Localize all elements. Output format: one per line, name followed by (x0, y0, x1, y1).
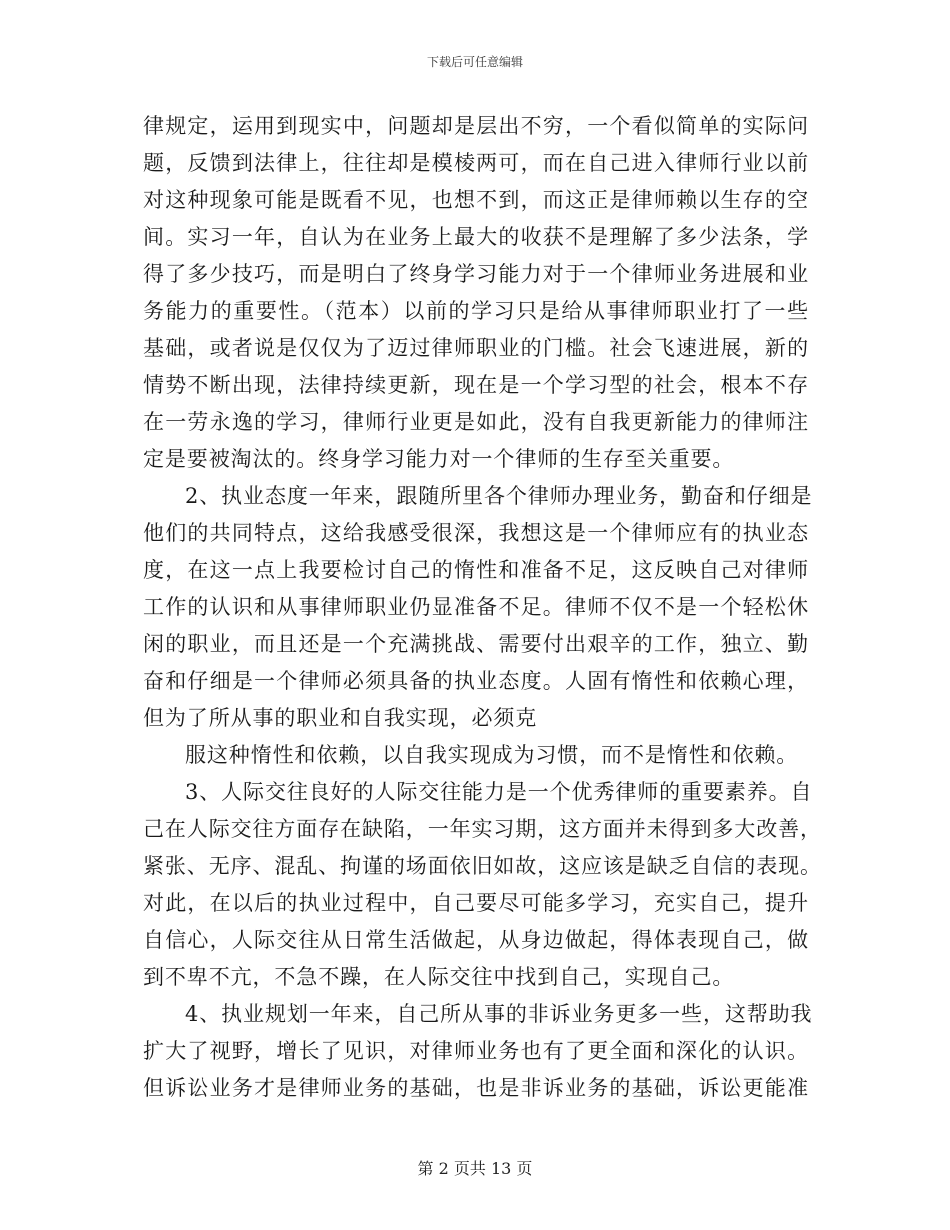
text-line: 务能力的重要性。（范本）以前的学习只是给从事律师职业打了一些 (143, 299, 809, 323)
paragraph-start-line: 服这种惰性和依赖，以自我实现成为习惯，而不是惰性和依赖。 (185, 743, 799, 767)
text-line: 闲的职业，而且还是一个充满挑战、需要付出艰辛的工作，独立、勤 (143, 632, 809, 656)
paragraph-start-line: 3、人际交往良好的人际交往能力是一个优秀律师的重要素养。自 (185, 780, 813, 804)
paragraph-start-line: 2、执业态度一年来，跟随所里各个律师办理业务，勤奋和仔细是 (185, 484, 813, 508)
text-line: 对此，在以后的执业过程中，自己要尽可能多学习，充实自己，提升 (143, 891, 809, 915)
page-header: 下载后可任意编辑 (426, 55, 523, 69)
text-line: 间。实习一年，自认为在业务上最大的收获不是理解了多少法条，学 (143, 225, 809, 249)
text-line: 奋和仔细是一个律师必须具备的执业态度。人固有惰性和依赖心理， (143, 669, 809, 693)
text-line: 扩大了视野，增长了见识，对律师业务也有了更全面和深化的认识。 (143, 1039, 809, 1063)
text-line: 但为了所从事的职业和自我实现，必须克 (143, 706, 538, 730)
text-line: 己在人际交往方面存在缺陷，一年实习期，这方面并未得到多大改善， (143, 817, 822, 841)
text-line: 基础，或者说是仅仅为了迈过律师职业的门槛。社会飞速进展，新的 (143, 336, 809, 360)
text-line: 紧张、无序、混乱、拘谨的场面依旧如故，这应该是缺乏自信的表现。 (143, 854, 822, 878)
text-line: 得了多少技巧，而是明白了终身学习能力对于一个律师业务进展和业 (143, 262, 809, 286)
text-line: 他们的共同特点，这给我感受很深，我想这是一个律师应有的执业态 (143, 521, 809, 545)
text-line: 题，反馈到法律上，往往却是模棱两可，而在自己进入律师行业以前 (143, 151, 809, 175)
text-line: 但诉讼业务才是律师业务的基础，也是非诉业务的基础，诉讼更能准 (143, 1076, 809, 1100)
paragraph-start-line: 4、执业规划一年来，自己所从事的非诉业务更多一些，这帮助我 (185, 1002, 813, 1026)
text-line: 情势不断出现，法律持续更新，现在是一个学习型的社会，根本不存 (143, 373, 809, 397)
text-line: 定是要被淘汰的。终身学习能力对一个律师的生存至关重要。 (143, 447, 735, 471)
text-line: 度，在这一点上我要检讨自己的惰性和准备不足，这反映自己对律师 (143, 558, 809, 582)
page-footer: 第 2 页共 13 页 (417, 1159, 533, 1178)
text-line: 对这种现象可能是既看不见，也想不到，而这正是律师赖以生存的空 (143, 188, 809, 212)
document-body (143, 108, 822, 1107)
text-line: 工作的认识和从事律师职业仍显准备不足。律师不仅不是一个轻松休 (143, 595, 809, 619)
text-line: 律规定，运用到现实中，问题却是层出不穷，一个看似简单的实际问 (143, 114, 809, 138)
text-line: 自信心，人际交往从日常生活做起，从身边做起，得体表现自己，做 (143, 928, 809, 952)
text-line: 在一劳永逸的学习，律师行业更是如此，没有自我更新能力的律师注 (143, 410, 809, 434)
text-line: 到不卑不亢，不急不躁，在人际交往中找到自己，实现自己。 (143, 965, 735, 989)
